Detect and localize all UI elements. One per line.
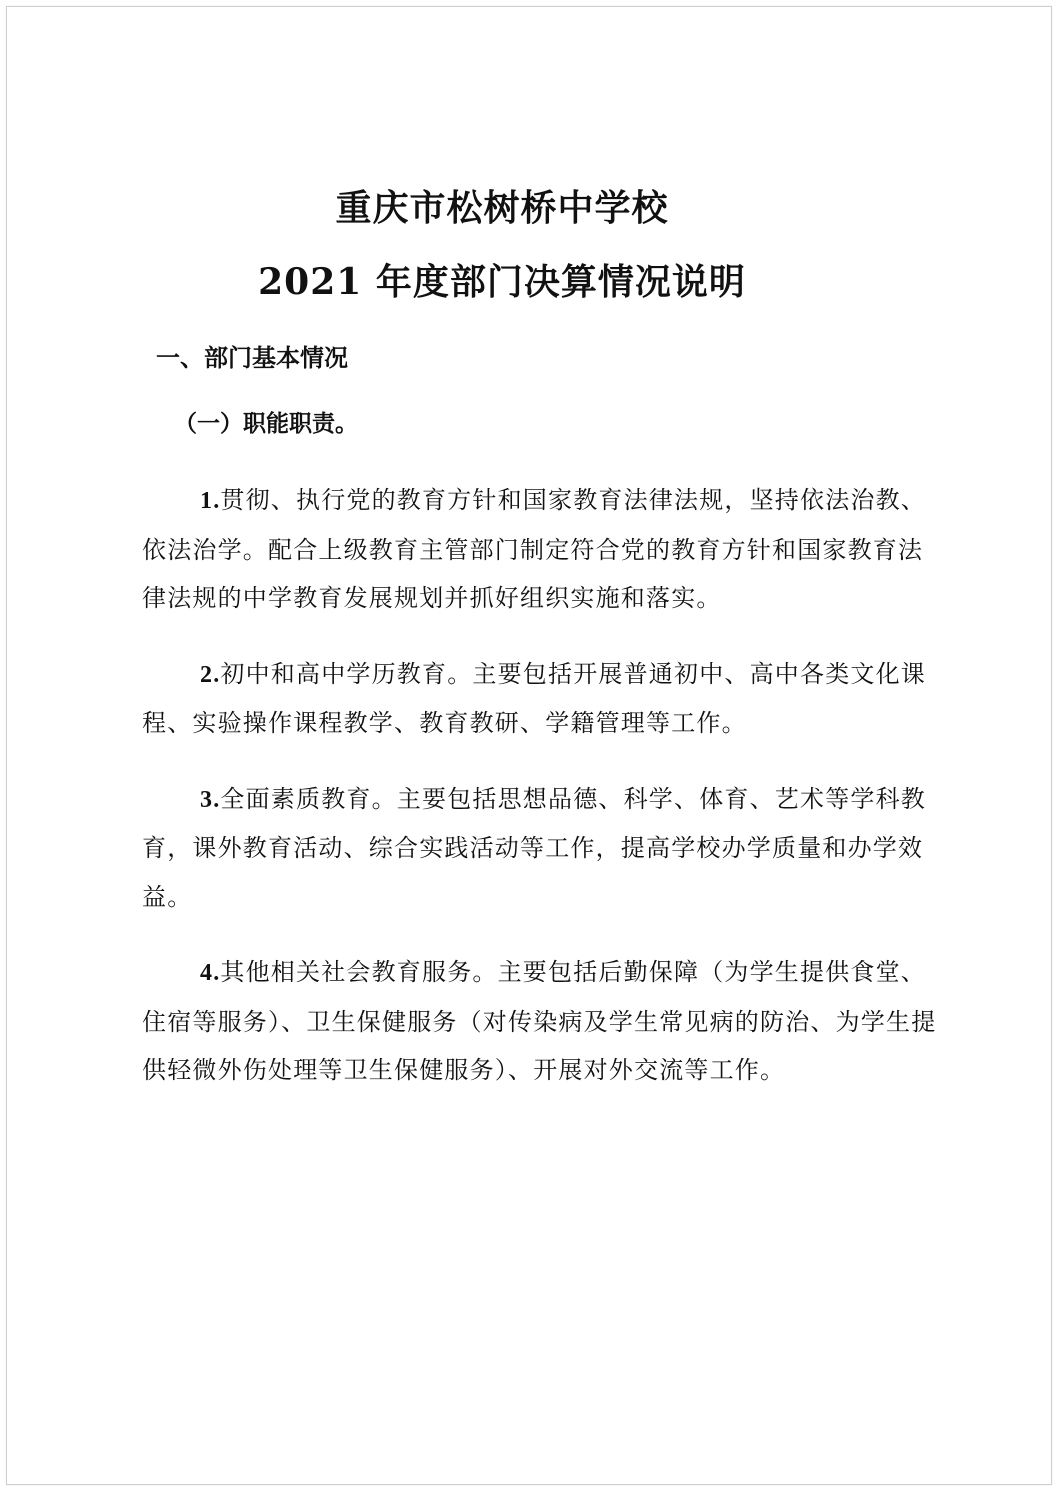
paragraph-text: 贯彻、执行党的教育方针和国家教育法律法规，坚持依法治教、依法治学。配合上级教育主管部门制定符合党的教育方针和国家教育法律法规的中学教育发展规划并抓好组织实施和落实。 — [142, 486, 927, 612]
document-title-line-1: 重庆市松树桥中学校 — [335, 187, 669, 229]
duty-paragraph-4 — [142, 948, 942, 1095]
paragraph-number: 2. — [200, 661, 221, 688]
subsection-heading-duties: （一）职能职责。 — [174, 411, 358, 437]
paragraph-text: 初中和高中学历教育。主要包括开展普通初中、高中各类文化课程、实验操作课程教学、教育教研、学籍管理等工作。 — [142, 659, 927, 737]
document-title-line-2: 2021 年度部门决算情况说明 — [258, 261, 746, 303]
duty-paragraph-2 — [142, 650, 942, 748]
document-content — [142, 188, 942, 1122]
paragraph-number: 4. — [200, 960, 221, 986]
duty-paragraph-3 — [142, 775, 942, 922]
paragraph-text: 其他相关社会教育服务。主要包括后勤保障（为学生提供食堂、住宿等服务）、卫生保健服务（对传染病及学生常见病的防治、为学生提供轻微外伤处理等卫生保健服务）、开展对外交流等工作。 — [142, 958, 937, 1084]
paragraph-text: 全面素质教育。主要包括思想品德、科学、体育、艺术等学科教育，课外教育活动、综合实践活动等工作，提高学校办学质量和办学效益。 — [142, 784, 927, 911]
section-heading-basic-info: 一、部门基本情况 — [156, 344, 348, 372]
duty-paragraph-1 — [142, 476, 942, 623]
paragraph-number: 3. — [200, 786, 221, 813]
paragraph-number: 1. — [200, 488, 221, 514]
